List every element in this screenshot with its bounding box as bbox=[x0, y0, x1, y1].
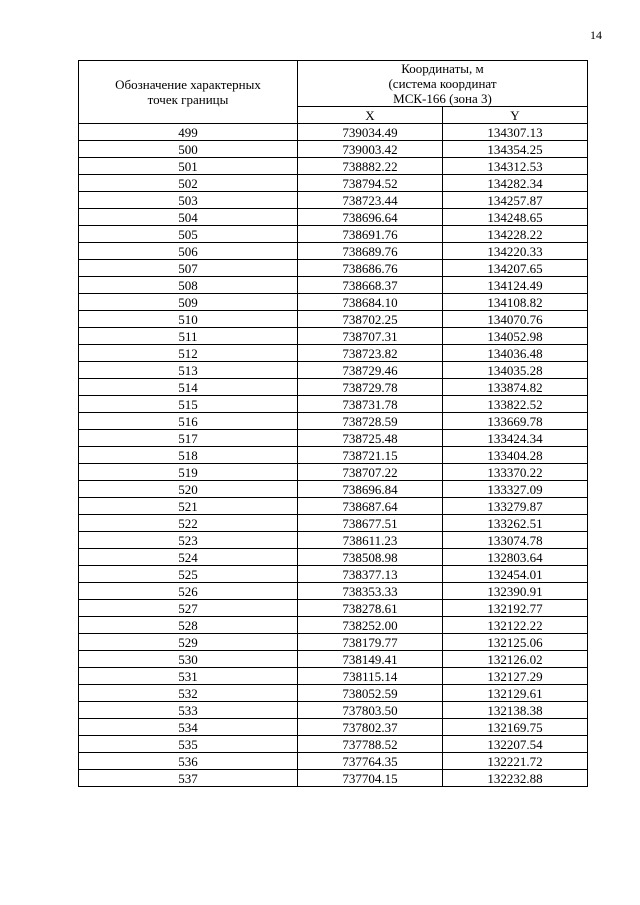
header-coords-line: Координаты, м bbox=[401, 61, 484, 76]
cell-point: 507 bbox=[79, 260, 298, 277]
cell-y: 134220.33 bbox=[443, 243, 588, 260]
cell-x: 738696.84 bbox=[298, 481, 443, 498]
cell-point: 521 bbox=[79, 498, 298, 515]
cell-y: 133404.28 bbox=[443, 447, 588, 464]
cell-point: 502 bbox=[79, 175, 298, 192]
cell-point: 526 bbox=[79, 583, 298, 600]
cell-point: 530 bbox=[79, 651, 298, 668]
cell-x: 738723.44 bbox=[298, 192, 443, 209]
cell-point: 531 bbox=[79, 668, 298, 685]
table-row bbox=[79, 447, 588, 464]
table-row bbox=[79, 668, 588, 685]
cell-y: 132390.91 bbox=[443, 583, 588, 600]
cell-y: 133874.82 bbox=[443, 379, 588, 396]
table-row bbox=[79, 600, 588, 617]
coordinates-table bbox=[78, 60, 588, 787]
table-row bbox=[79, 498, 588, 515]
cell-x: 738278.61 bbox=[298, 600, 443, 617]
cell-point: 516 bbox=[79, 413, 298, 430]
table-row bbox=[79, 719, 588, 736]
cell-point: 536 bbox=[79, 753, 298, 770]
cell-y: 134207.65 bbox=[443, 260, 588, 277]
cell-x: 738353.33 bbox=[298, 583, 443, 600]
table-row bbox=[79, 515, 588, 532]
cell-y: 134036.48 bbox=[443, 345, 588, 362]
cell-point: 529 bbox=[79, 634, 298, 651]
cell-x: 738725.48 bbox=[298, 430, 443, 447]
cell-y: 132454.01 bbox=[443, 566, 588, 583]
cell-x: 738611.23 bbox=[298, 532, 443, 549]
cell-y: 134354.25 bbox=[443, 141, 588, 158]
cell-point: 527 bbox=[79, 600, 298, 617]
table-row bbox=[79, 770, 588, 787]
cell-y: 134307.13 bbox=[443, 124, 588, 141]
cell-x: 739034.49 bbox=[298, 124, 443, 141]
cell-x: 738179.77 bbox=[298, 634, 443, 651]
cell-y: 134257.87 bbox=[443, 192, 588, 209]
cell-point: 506 bbox=[79, 243, 298, 260]
cell-y: 132207.54 bbox=[443, 736, 588, 753]
cell-point: 518 bbox=[79, 447, 298, 464]
cell-x: 738728.59 bbox=[298, 413, 443, 430]
header-coords-line: МСК-166 (зона 3) bbox=[393, 91, 492, 106]
header-points-line: точек границы bbox=[147, 92, 229, 107]
cell-point: 523 bbox=[79, 532, 298, 549]
table-row bbox=[79, 464, 588, 481]
cell-point: 509 bbox=[79, 294, 298, 311]
cell-x: 738702.25 bbox=[298, 311, 443, 328]
cell-x: 738668.37 bbox=[298, 277, 443, 294]
cell-point: 533 bbox=[79, 702, 298, 719]
cell-y: 132138.38 bbox=[443, 702, 588, 719]
cell-x: 739003.42 bbox=[298, 141, 443, 158]
cell-point: 500 bbox=[79, 141, 298, 158]
cell-point: 519 bbox=[79, 464, 298, 481]
cell-x: 738252.00 bbox=[298, 617, 443, 634]
cell-y: 132192.77 bbox=[443, 600, 588, 617]
cell-x: 738687.64 bbox=[298, 498, 443, 515]
table-row bbox=[79, 328, 588, 345]
table-row bbox=[79, 379, 588, 396]
table-row bbox=[79, 430, 588, 447]
cell-y: 133370.22 bbox=[443, 464, 588, 481]
cell-point: 524 bbox=[79, 549, 298, 566]
cell-x: 738377.13 bbox=[298, 566, 443, 583]
header-points bbox=[79, 61, 298, 124]
table-row bbox=[79, 617, 588, 634]
cell-x: 738723.82 bbox=[298, 345, 443, 362]
cell-x: 738707.31 bbox=[298, 328, 443, 345]
cell-y: 134282.34 bbox=[443, 175, 588, 192]
cell-point: 499 bbox=[79, 124, 298, 141]
cell-point: 517 bbox=[79, 430, 298, 447]
cell-y: 133669.78 bbox=[443, 413, 588, 430]
cell-x: 738052.59 bbox=[298, 685, 443, 702]
cell-x: 738731.78 bbox=[298, 396, 443, 413]
table-row bbox=[79, 413, 588, 430]
cell-x: 738882.22 bbox=[298, 158, 443, 175]
page-number: 14 bbox=[590, 28, 602, 42]
cell-x: 737802.37 bbox=[298, 719, 443, 736]
table-row bbox=[79, 532, 588, 549]
table-row bbox=[79, 651, 588, 668]
cell-x: 737803.50 bbox=[298, 702, 443, 719]
cell-y: 134052.98 bbox=[443, 328, 588, 345]
cell-y: 132803.64 bbox=[443, 549, 588, 566]
cell-y: 134070.76 bbox=[443, 311, 588, 328]
table-row bbox=[79, 294, 588, 311]
cell-y: 132122.22 bbox=[443, 617, 588, 634]
cell-point: 522 bbox=[79, 515, 298, 532]
cell-x: 738794.52 bbox=[298, 175, 443, 192]
cell-y: 133327.09 bbox=[443, 481, 588, 498]
table-row bbox=[79, 124, 588, 141]
header-y: Y bbox=[443, 107, 588, 124]
table-row bbox=[79, 549, 588, 566]
table-row bbox=[79, 141, 588, 158]
table-header-row bbox=[79, 61, 588, 107]
cell-point: 512 bbox=[79, 345, 298, 362]
cell-y: 132232.88 bbox=[443, 770, 588, 787]
table-row bbox=[79, 736, 588, 753]
cell-y: 133262.51 bbox=[443, 515, 588, 532]
cell-x: 738696.64 bbox=[298, 209, 443, 226]
header-coordinates bbox=[298, 61, 588, 107]
cell-x: 738691.76 bbox=[298, 226, 443, 243]
cell-x: 738677.51 bbox=[298, 515, 443, 532]
table-row bbox=[79, 260, 588, 277]
cell-x: 737764.35 bbox=[298, 753, 443, 770]
header-points-line: Обозначение характерных bbox=[115, 77, 261, 92]
cell-x: 738721.15 bbox=[298, 447, 443, 464]
cell-x: 738729.46 bbox=[298, 362, 443, 379]
table-row bbox=[79, 634, 588, 651]
table-row bbox=[79, 753, 588, 770]
cell-x: 738508.98 bbox=[298, 549, 443, 566]
cell-y: 133279.87 bbox=[443, 498, 588, 515]
cell-y: 133424.34 bbox=[443, 430, 588, 447]
cell-point: 514 bbox=[79, 379, 298, 396]
table-row bbox=[79, 175, 588, 192]
table-row bbox=[79, 226, 588, 243]
cell-x: 738707.22 bbox=[298, 464, 443, 481]
table-row bbox=[79, 481, 588, 498]
cell-point: 535 bbox=[79, 736, 298, 753]
cell-x: 737788.52 bbox=[298, 736, 443, 753]
cell-point: 537 bbox=[79, 770, 298, 787]
cell-y: 134108.82 bbox=[443, 294, 588, 311]
cell-point: 505 bbox=[79, 226, 298, 243]
cell-point: 508 bbox=[79, 277, 298, 294]
table-row bbox=[79, 209, 588, 226]
table-row bbox=[79, 243, 588, 260]
table-row bbox=[79, 685, 588, 702]
table-row bbox=[79, 702, 588, 719]
cell-point: 520 bbox=[79, 481, 298, 498]
cell-y: 133074.78 bbox=[443, 532, 588, 549]
cell-x: 738686.76 bbox=[298, 260, 443, 277]
cell-point: 503 bbox=[79, 192, 298, 209]
table-row bbox=[79, 277, 588, 294]
cell-y: 132221.72 bbox=[443, 753, 588, 770]
cell-y: 134228.22 bbox=[443, 226, 588, 243]
cell-point: 534 bbox=[79, 719, 298, 736]
table-row bbox=[79, 396, 588, 413]
table-row bbox=[79, 583, 588, 600]
table-row bbox=[79, 192, 588, 209]
cell-point: 510 bbox=[79, 311, 298, 328]
cell-y: 134248.65 bbox=[443, 209, 588, 226]
cell-y: 132169.75 bbox=[443, 719, 588, 736]
cell-x: 738689.76 bbox=[298, 243, 443, 260]
cell-x: 738115.14 bbox=[298, 668, 443, 685]
cell-point: 501 bbox=[79, 158, 298, 175]
cell-point: 511 bbox=[79, 328, 298, 345]
cell-x: 738684.10 bbox=[298, 294, 443, 311]
table-row bbox=[79, 158, 588, 175]
cell-point: 525 bbox=[79, 566, 298, 583]
cell-point: 515 bbox=[79, 396, 298, 413]
cell-y: 132126.02 bbox=[443, 651, 588, 668]
cell-y: 132125.06 bbox=[443, 634, 588, 651]
cell-y: 134124.49 bbox=[443, 277, 588, 294]
header-x: X bbox=[298, 107, 443, 124]
header-coords-line: (система координат bbox=[388, 76, 497, 91]
table-row bbox=[79, 362, 588, 379]
cell-y: 134035.28 bbox=[443, 362, 588, 379]
cell-y: 132127.29 bbox=[443, 668, 588, 685]
cell-point: 528 bbox=[79, 617, 298, 634]
table-row bbox=[79, 566, 588, 583]
table-row bbox=[79, 345, 588, 362]
cell-point: 504 bbox=[79, 209, 298, 226]
table-row bbox=[79, 311, 588, 328]
cell-x: 738729.78 bbox=[298, 379, 443, 396]
cell-y: 134312.53 bbox=[443, 158, 588, 175]
cell-point: 513 bbox=[79, 362, 298, 379]
cell-y: 133822.52 bbox=[443, 396, 588, 413]
cell-y: 132129.61 bbox=[443, 685, 588, 702]
cell-point: 532 bbox=[79, 685, 298, 702]
cell-x: 737704.15 bbox=[298, 770, 443, 787]
cell-x: 738149.41 bbox=[298, 651, 443, 668]
